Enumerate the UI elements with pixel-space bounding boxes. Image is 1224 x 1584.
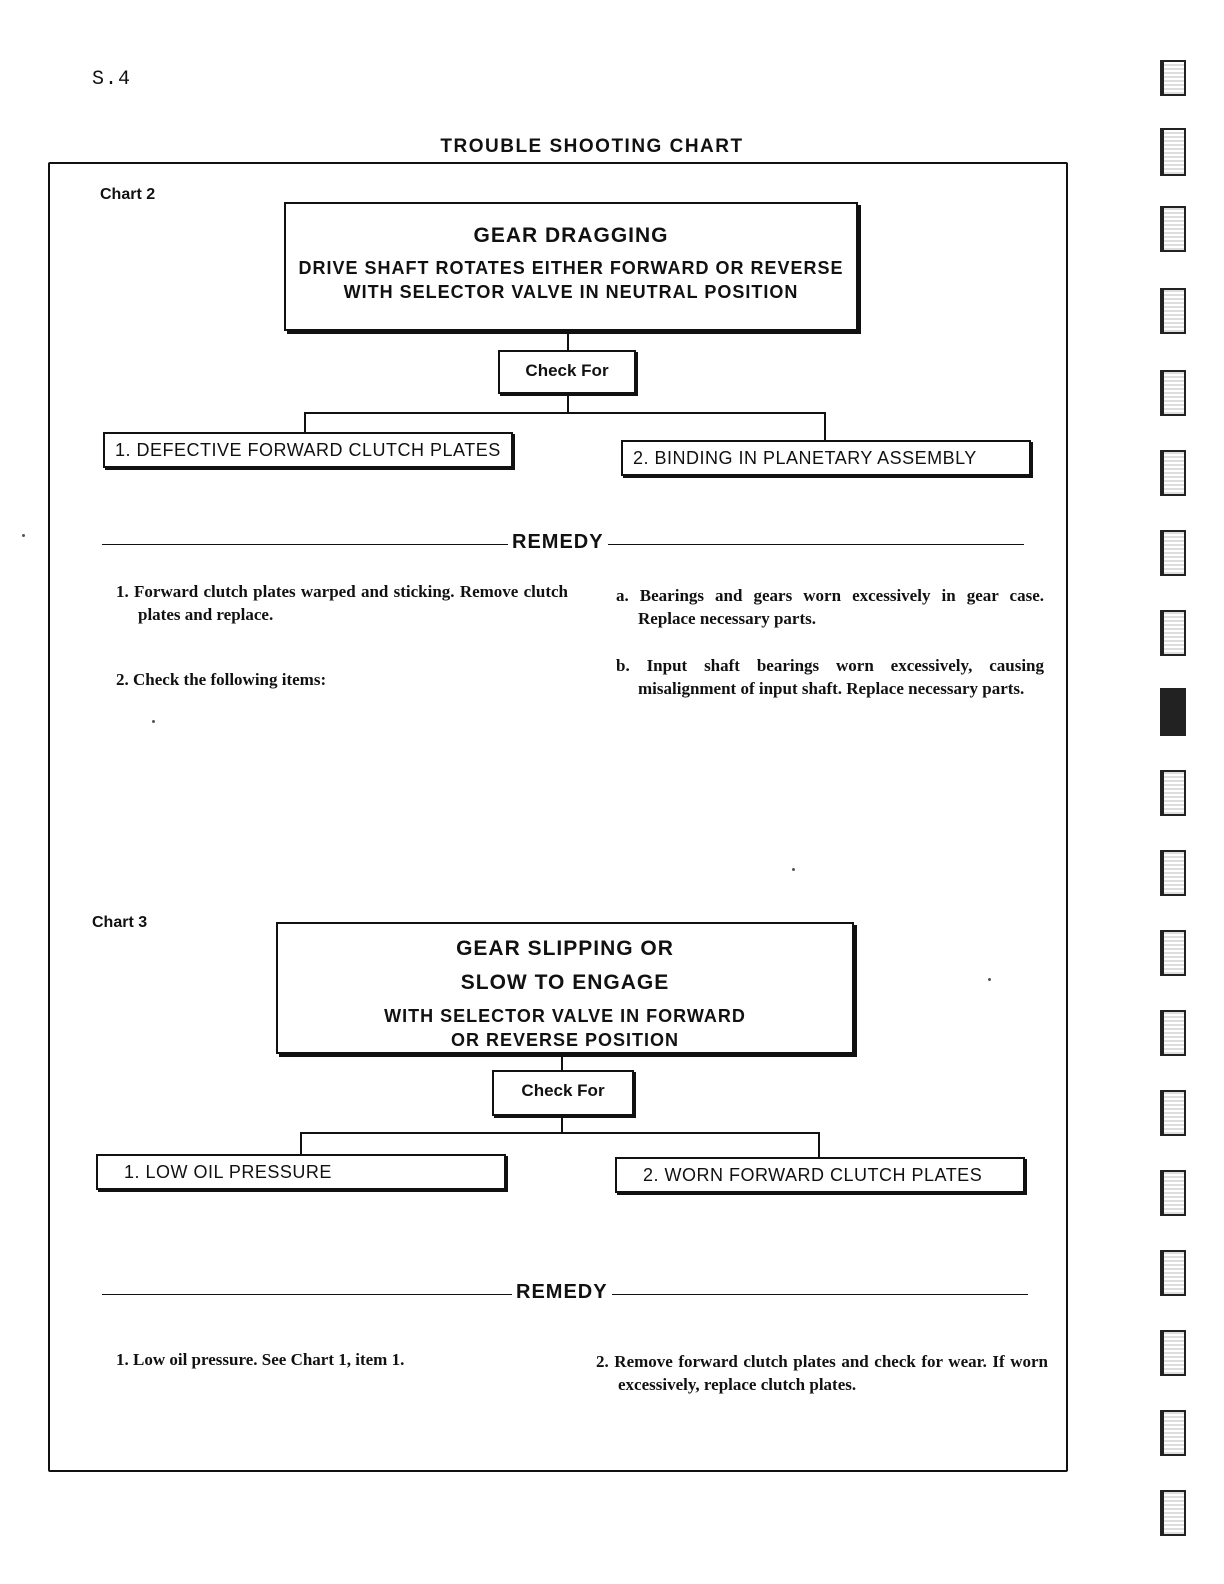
chart3-remedy-2: 2. Remove forward clutch plates and check for wear. If worn excessively, replace clutch plates. [596, 1352, 1048, 1394]
chart2-heading: GEAR DRAGGING [473, 224, 669, 247]
chart2-branch-drop-left [304, 412, 306, 434]
chart3-problem-box [276, 922, 854, 1054]
binder-hole [1160, 930, 1186, 976]
chart3-branch-drop-right [818, 1132, 820, 1158]
page-number: S.4 [92, 68, 132, 91]
binder-hole [1160, 1250, 1186, 1296]
binder-hole [1160, 688, 1186, 736]
chart2-subheading-line1: DRIVE SHAFT ROTATES EITHER FORWARD OR REVERSE [298, 258, 844, 278]
scan-speck [22, 534, 25, 537]
binder-hole [1160, 206, 1186, 252]
binder-hole [1160, 1410, 1186, 1456]
chart3-label: Chart 3 [92, 914, 148, 931]
chart3-cause-2: 2. WORN FORWARD CLUTCH PLATES [615, 1157, 1025, 1193]
chart3-cause-1: 1. LOW OIL PRESSURE [96, 1154, 506, 1190]
binder-hole [1160, 610, 1186, 656]
chart3-check-for-box: Check For [492, 1070, 634, 1116]
scan-speck [792, 868, 795, 871]
binder-hole [1160, 530, 1186, 576]
binder-hole [1160, 60, 1186, 96]
chart2-remedy-label: REMEDY [508, 531, 608, 554]
scan-speck [152, 720, 155, 723]
binder-hole [1160, 370, 1186, 416]
binder-hole [1160, 1010, 1186, 1056]
chart3-branch-line [300, 1132, 820, 1134]
chart3-remedy-label: REMEDY [512, 1281, 612, 1304]
binder-hole [1160, 288, 1186, 334]
binder-hole [1160, 1170, 1186, 1216]
chart3-subheading-line2: OR REVERSE POSITION [450, 1030, 680, 1050]
chart2-subheading-line2: WITH SELECTOR VALVE IN NEUTRAL POSITION [343, 282, 799, 302]
chart3-subheading-line1: WITH SELECTOR VALVE IN FORWARD [384, 1006, 746, 1026]
chart3-connector [561, 1115, 563, 1133]
chart2-remedy-a: a. Bearings and gears worn excessively in gear case. Replace necessary parts. [616, 586, 1044, 628]
chart2-cause-2: 2. BINDING IN PLANETARY ASSEMBLY [621, 440, 1031, 476]
chart2-problem-box [284, 202, 858, 331]
chart2-branch-drop-right [824, 412, 826, 440]
chart3-remedy-1: 1. Low oil pressure. See Chart 1, item 1. [116, 1350, 405, 1369]
binder-hole [1160, 770, 1186, 816]
chart3-heading-line1: GEAR SLIPPING OR [456, 937, 674, 960]
chart3-connector [561, 1053, 563, 1071]
binder-hole [1160, 1090, 1186, 1136]
chart2-remedy-1: 1. Forward clutch plates warped and sticking. Remove clutch plates and replace. [116, 582, 568, 624]
chart2-cause-1: 1. DEFECTIVE FORWARD CLUTCH PLATES [103, 432, 513, 468]
chart2-branch-line [304, 412, 826, 414]
binder-hole [1160, 1490, 1186, 1536]
chart2-connector [567, 393, 569, 413]
binder-hole [1160, 850, 1186, 896]
binder-hole [1160, 128, 1186, 176]
chart2-label: Chart 2 [100, 186, 156, 203]
binder-hole [1160, 450, 1186, 496]
chart2-remedy-2: 2. Check the following items: [116, 670, 327, 689]
chart2-connector [567, 330, 569, 350]
page-title: TROUBLE SHOOTING CHART [440, 136, 744, 157]
scan-speck [988, 978, 991, 981]
chart2-check-for-box: Check For [498, 350, 636, 394]
chart2-remedy-b: b. Input shaft bearings worn excessively, causing misalignment of input shaft. Replace necessary parts. [616, 656, 1044, 698]
binder-hole [1160, 1330, 1186, 1376]
chart3-heading-line2: SLOW TO ENGAGE [460, 971, 670, 994]
chart3-branch-drop-left [300, 1132, 302, 1154]
